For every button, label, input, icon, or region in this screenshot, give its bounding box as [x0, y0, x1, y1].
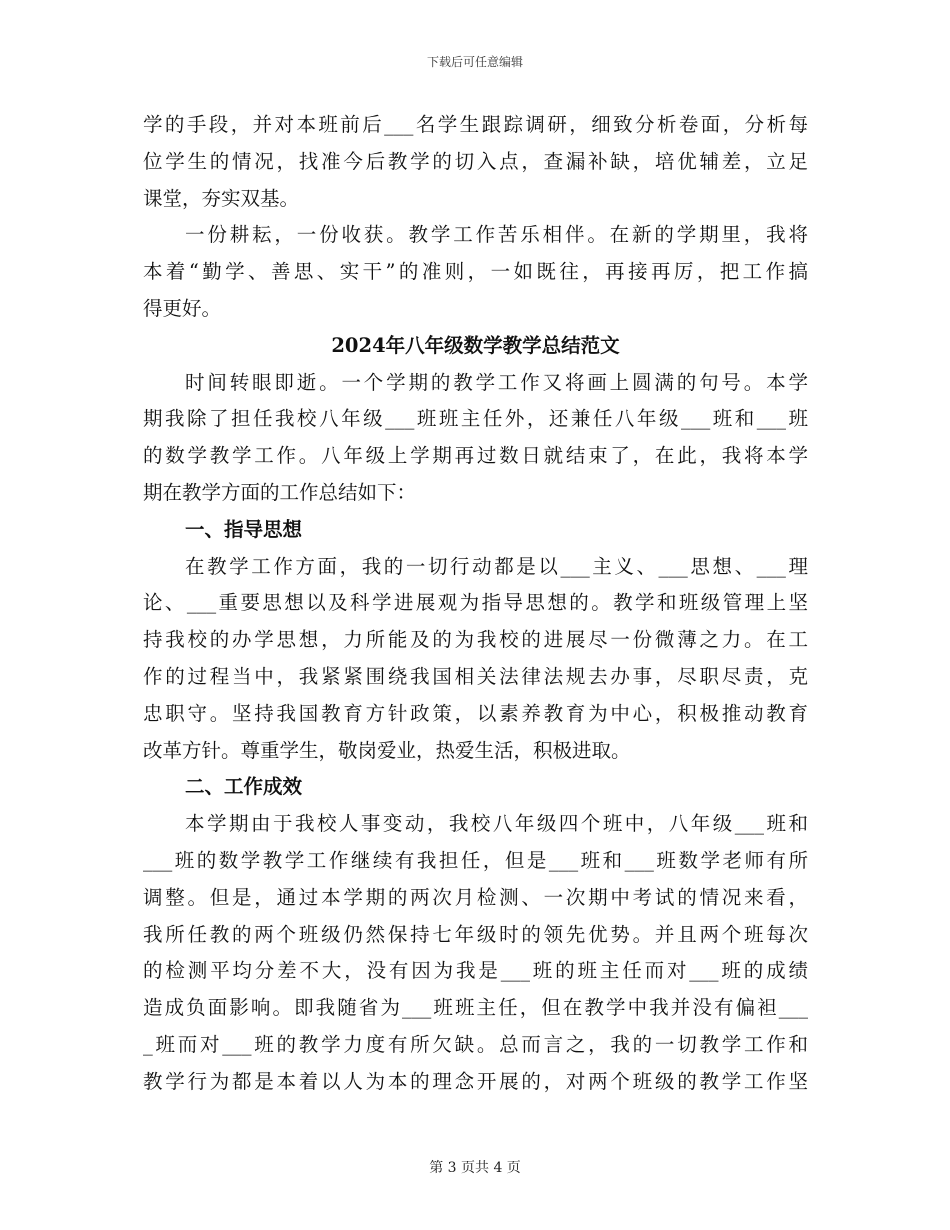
page-header: 下载后可任意编辑 — [426, 55, 523, 69]
paragraph-line: 位学生的情况，找准今后教学的切入点，查漏补缺，培优辅差，立足 — [143, 149, 808, 173]
paragraph-line: 课堂，夯实双基。 — [143, 186, 300, 210]
paragraph-line: 改革方针。尊重学生，敬岗爱业，热爱生活，积极进取。 — [143, 738, 631, 762]
paragraph-line: 我所任教的两个班级仍然保持七年级时的领先优势。并且两个班每次 — [143, 922, 808, 946]
section-heading-work-results: 二、工作成效 — [185, 775, 303, 799]
paragraph-line: 学的手段，并对本班前后___名学生跟踪调研，细致分析卷面，分析每 — [143, 113, 808, 136]
paragraph-line: 期在教学方面的工作总结如下： — [143, 480, 417, 504]
paragraph-line: 时间转眼即逝。一个学期的教学工作又将画上圆满的句号。本学 — [185, 370, 808, 394]
paragraph-line: 的检测平均分差不大，没有因为我是___班的班主任而对___班的成绩 — [143, 959, 808, 983]
paragraph-line: ___班的数学教学工作继续有我担任，但是___班和___班数学老师有所 — [143, 848, 808, 872]
page-footer: 第 3 页共 4 页 — [429, 1160, 521, 1176]
paragraph-line: 得更好。 — [143, 296, 222, 320]
paragraph-line: 论、___重要思想以及科学进展观为指导思想的。教学和班级管理上坚 — [143, 591, 808, 615]
paragraph-line: 调整。但是，通过本学期的两次月检测、一次期中考试的情况来看， — [143, 885, 808, 909]
section-heading-guiding-ideology: 一、指导思想 — [185, 517, 303, 541]
paragraph-line: 持我校的办学思想，力所能及的为我校的进展尽一份微薄之力。在工 — [143, 628, 808, 652]
paragraph-line: 本着“勤学、善思、实干”的准则，一如既往，再接再厉，把工作搞 — [143, 260, 808, 284]
paragraph-line: 忠职守。坚持我国教育方针政策，以素养教育为中心，积极推动教育 — [143, 701, 808, 725]
paragraph-line: 一份耕耘，一份收获。教学工作苦乐相伴。在新的学期里，我将 — [185, 223, 808, 247]
paragraph-line: 期我除了担任我校八年级___班班主任外，还兼任八年级___班和___班 — [143, 407, 808, 431]
paragraph-line: 本学期由于我校人事变动，我校八年级四个班中，八年级___班和 — [185, 812, 808, 836]
document-title: 2024年八年级数学教学总结范文 — [331, 333, 620, 357]
paragraph-line: 教学行为都是本着以人为本的理念开展的，对两个班级的教学工作坚 — [143, 1069, 808, 1093]
paragraph-line: 作的过程当中，我紧紧围绕我国相关法律法规去办事，尽职尽责，克 — [143, 664, 808, 688]
document-body — [143, 107, 808, 1101]
paragraph-line: _班而对___班的教学力度有所欠缺。总而言之，我的一切教学工作和 — [143, 1032, 808, 1056]
paragraph-line: 的数学教学工作。八年级上学期再过数日就结束了，在此，我将本学 — [143, 444, 808, 468]
paragraph-line: 在教学工作方面，我的一切行动都是以___主义、___思想、___理 — [185, 554, 808, 578]
paragraph-line: 造成负面影响。即我随省为___班班主任，但在教学中我并没有偏袒___ — [143, 996, 808, 1020]
